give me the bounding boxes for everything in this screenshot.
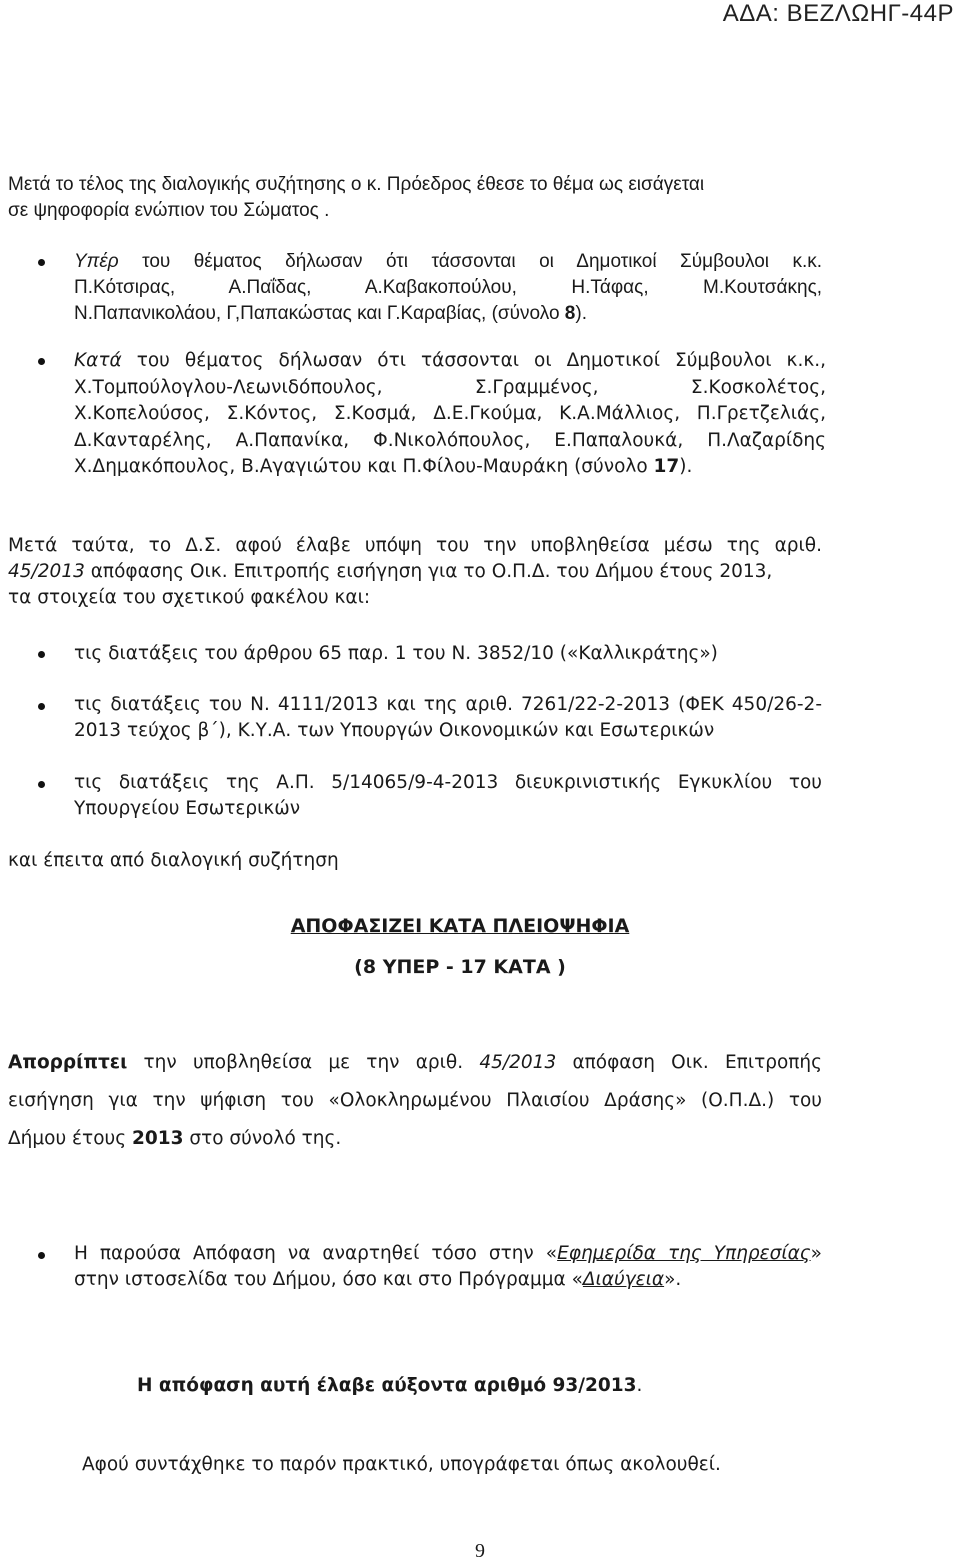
diavgeia-link[interactable]: Διαύγεια xyxy=(582,1269,665,1290)
publication-paragraph xyxy=(74,1241,822,1293)
provision-3-line-1: τις διατάξεις της Α.Π. 5/14065/9-4-2013 διευκρινιστικής Εγκυκλίου του xyxy=(74,772,822,793)
provision-2-line-2: 2013 τεύχος β΄), Κ.Υ.Α. των Υπουργών Οικονομικών και Εσωτερικών xyxy=(74,720,715,741)
vote-for-line-1 xyxy=(74,249,822,275)
rejects-line-1 xyxy=(8,1044,822,1082)
rejects-verb: Απορρίπτει xyxy=(8,1052,128,1073)
vote-against-paragraph xyxy=(74,348,826,481)
rejects-ref: 45/2013 xyxy=(479,1052,557,1073)
rejects-line-1-end: απόφαση Οικ. Επιτροπής xyxy=(556,1052,822,1073)
considering-line-3: τα στοιχεία του σχετικού φακέλου και: xyxy=(8,587,371,608)
gazette-link[interactable]: Εφημερίδα της Υπηρεσίας xyxy=(557,1243,811,1264)
bullet-provision-3 xyxy=(38,781,45,788)
rejects-paragraph xyxy=(8,1044,822,1158)
ada-code: ΑΔΑ: ΒΕΖΛΩΗΓ-44Ρ xyxy=(722,0,954,27)
rejects-line-1-mid: την υποβληθείσα με την αριθ. xyxy=(127,1052,480,1073)
considering-line-2-text: απόφασης Οικ. Επιτροπής εισήγηση για το Ο.Π.Δ. του Δήμου έτους 2013, xyxy=(84,561,773,582)
publication-line-2-text: στην ιστοσελίδα του Δήμου, όσο και στο Πρόγραμμα « xyxy=(74,1269,583,1290)
decision-number xyxy=(137,1373,642,1399)
vote-against-line-5-text: Χ.Δημακόπουλος, Β.Αγαγιώτου και Π.Φίλου-Μαυράκη (σύνολο xyxy=(74,456,654,477)
vote-against-line-3: Χ.Κοπελούσος, Σ.Κόντος, Σ.Κοσμά, Δ.Ε.Γκούμα, Κ.Α.Μάλλιος, Π.Γρετζελιάς, xyxy=(74,403,826,424)
provision-3 xyxy=(74,770,822,822)
rejects-line-3-text: Δήμου έτους xyxy=(8,1128,132,1149)
rejects-line-2: εισήγηση για την ψήφιση του «Ολοκληρωμένου Πλαισίου Δράσης» (Ο.Π.Δ.) του xyxy=(8,1090,822,1111)
intro-line-2: σε ψηφοφορία ενώπιον του Σώματος . xyxy=(8,200,330,221)
considering-line-2 xyxy=(8,559,822,585)
decision-tally: (8 ΥΠΕΡ - 17 ΚΑΤΑ ) xyxy=(354,956,566,978)
vote-against-line-5 xyxy=(74,454,826,481)
vote-for-line-1-text: του θέματος δήλωσαν ότι τάσσονται οι Δημοτικοί Σύμβουλοι κ.κ. xyxy=(142,251,822,272)
closing-text: Αφού συντάχθηκε το παρόν πρακτικό, υπογράφεται όπως ακολουθεί. xyxy=(82,1454,721,1475)
vote-for-lead: Υπέρ xyxy=(74,251,119,272)
vote-for-line-3-end: ). xyxy=(575,303,587,324)
considering-ref: 45/2013 xyxy=(8,561,85,582)
vote-for-total: 8 xyxy=(564,303,576,324)
publication-line-2 xyxy=(74,1267,822,1293)
publication-line-1 xyxy=(74,1241,822,1267)
vote-against-line-1 xyxy=(74,348,826,375)
intro-line-1: Μετά το τέλος της διαλογικής συζήτησης ο κ. Πρόεδρος έθεσε το θέμα ως εισάγεται xyxy=(8,174,705,195)
considering-line-1: Μετά ταύτα, το Δ.Σ. αφού έλαβε υπόψη του την υποβληθείσα μέσω της αριθ. xyxy=(8,535,822,556)
decision-number-end: . xyxy=(636,1375,643,1396)
decision-title: ΑΠΟΦΑΣΙΖΕΙ ΚΑΤΑ ΠΛΕΙΟΨΗΦΙΑ xyxy=(290,915,630,937)
vote-against-line-4: Δ.Κανταρέλης, Α.Παπανίκα, Φ.Νικολόπουλος, Ε.Παπαλουκά, Π.Λαζαρίδης xyxy=(74,429,826,451)
publication-line-1-text: Η παρούσα Απόφαση να αναρτηθεί τόσο στην « xyxy=(74,1243,558,1264)
considering-paragraph xyxy=(8,533,822,611)
vote-for-line-3 xyxy=(74,301,822,327)
provision-2-line-1: τις διατάξεις του Ν. 4111/2013 και της αριθ. 7261/22-2-2013 (ΦΕΚ 450/26-2- xyxy=(74,694,822,715)
provision-3-line-2: Υπουργείου Εσωτερικών xyxy=(74,798,301,819)
publication-line-1-end: » xyxy=(810,1243,822,1264)
vote-for-paragraph xyxy=(74,249,822,327)
provision-1 xyxy=(74,641,834,667)
decision-number-text: Η απόφαση αυτή έλαβε αύξοντα αριθμό xyxy=(137,1375,553,1396)
bullet-publication xyxy=(38,1252,45,1259)
bullet-vote-for xyxy=(38,259,45,266)
bullet-provision-1 xyxy=(38,651,45,658)
closing-line xyxy=(82,1452,721,1478)
vote-against-lead: Κατά xyxy=(74,350,122,371)
vote-against-line-5-end: ). xyxy=(679,456,693,477)
intro-paragraph xyxy=(8,172,954,224)
bullet-vote-against xyxy=(38,358,45,365)
decision-number-value: 93/2013 xyxy=(552,1375,637,1396)
provision-1-line-1: τις διατάξεις του άρθρου 65 παρ. 1 του Ν. 3852/10 («Καλλικράτης») xyxy=(74,643,718,664)
vote-for-line-3-text: Ν.Παπανικολάου, Γ,Παπακώστας και Γ.Καραβίας, (σύνολο xyxy=(74,303,565,324)
vote-for-line-2: Π.Κότσιρας, Α.Παΐδας, Α.Καβακοπούλου, Η.Τάφας, Μ.Κουτσάκης, xyxy=(74,277,822,298)
after-discussion-text: και έπειτα από διαλογική συζήτηση xyxy=(8,850,339,871)
after-discussion xyxy=(8,848,339,874)
bullet-provision-2 xyxy=(38,703,45,710)
vote-against-total: 17 xyxy=(653,456,680,477)
publication-line-2-end: ». xyxy=(664,1269,682,1290)
rejects-year: 2013 xyxy=(131,1128,184,1149)
vote-against-line-1-text: του θέματος δήλωσαν ότι τάσσονται οι Δημοτικοί Σύμβουλοι κ.κ., xyxy=(136,350,826,371)
vote-against-line-2: Χ.Τομπούλογλου-Λεωνιδόπουλος, Σ.Γραμμένος, Σ.Κοσκολέτος, xyxy=(74,376,826,398)
page-number: 9 xyxy=(475,1540,485,1562)
provision-2 xyxy=(74,692,822,744)
rejects-line-3-end: στο σύνολό της. xyxy=(183,1128,342,1149)
rejects-line-3 xyxy=(8,1120,822,1158)
